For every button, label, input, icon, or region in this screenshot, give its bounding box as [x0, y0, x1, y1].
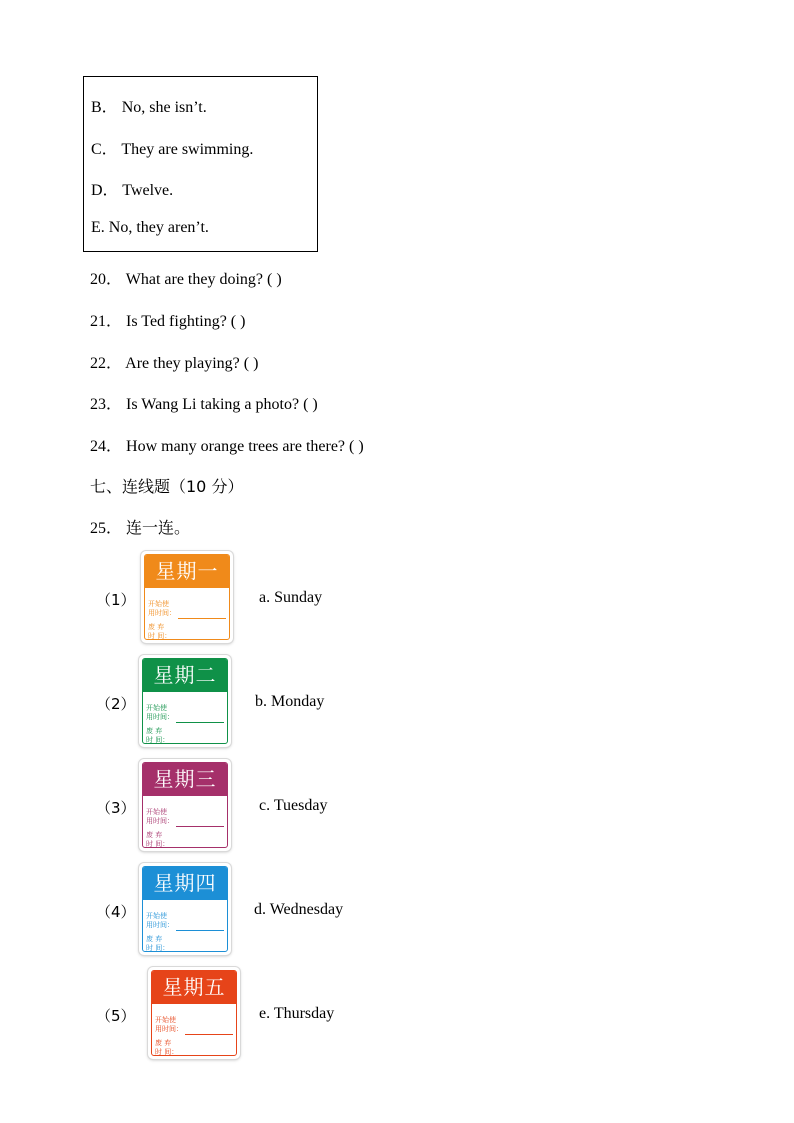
question-20: 20． What are they doing? ( ) [90, 271, 282, 288]
label-title: 星期三 [143, 763, 227, 796]
answer-option-a: a. Sunday [259, 589, 323, 606]
label-title: 星期四 [143, 867, 227, 900]
answer-option-e: e. Thursday [259, 1005, 335, 1022]
question-23: 23． Is Wang Li taking a photo? ( ) [90, 396, 318, 413]
option-d: D． Twelve. [91, 182, 174, 199]
label-title: 星期一 [145, 555, 229, 588]
item-number: （2） [96, 695, 136, 713]
answer-option-b: b. Monday [255, 693, 325, 710]
section-heading: 七、连线题（10 分） [90, 477, 244, 496]
item-number: （5） [96, 1007, 136, 1025]
item-number: （1） [96, 591, 136, 609]
item-number: （4） [96, 903, 136, 921]
item-number: （3） [96, 799, 136, 817]
answer-option-c: c. Tuesday [259, 797, 328, 814]
option-e: E. No, they aren’t. [91, 219, 209, 236]
weekday-label-wednesday: 星期三 开始使 用时间： 废 弃 时 间： [139, 759, 231, 851]
weekday-label-thursday: 星期四 开始使 用时间： 废 弃 时 间： [139, 863, 231, 955]
options-box [83, 76, 318, 252]
answer-option-d: d. Wednesday [254, 901, 344, 918]
label-title: 星期二 [143, 659, 227, 692]
weekday-label-monday: 星期一 开始使 用时间： 废 弃 时 间： [141, 551, 233, 643]
question-25: 25． 连一连。 [90, 518, 191, 537]
weekday-label-tuesday: 星期二 开始使 用时间： 废 弃 时 间： [139, 655, 231, 747]
question-24: 24． How many orange trees are there? ( ) [90, 438, 364, 455]
question-22: 22． Are they playing? ( ) [90, 355, 259, 372]
option-c: C． They are swimming. [91, 141, 254, 158]
label-title: 星期五 [152, 971, 236, 1004]
question-21: 21． Is Ted fighting? ( ) [90, 313, 246, 330]
option-b: B． No, she isn’t. [91, 99, 207, 116]
weekday-label-friday: 星期五 开始使 用时间： 废 弃 时 间： [148, 967, 240, 1059]
